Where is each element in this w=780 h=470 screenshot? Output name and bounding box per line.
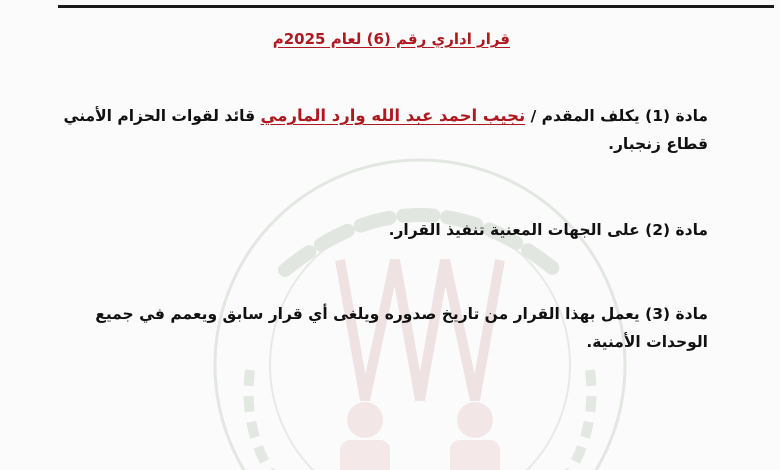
header-rule — [58, 5, 774, 8]
article-3: مادة (3) يعمل بهذا القرار من تاريخ صدوره ويلغى أي قرار سابق ويعمم في جميع الوحدات الأمنية. — [95, 305, 708, 351]
article-1-suffix: قائد لقوات الحزام الأمني قطاع زنجبار. — [63, 107, 708, 153]
article-1-prefix: مادة (1) يكلف المقدم / — [530, 107, 708, 125]
decision-title: قرار اداري رقم (6) لعام 2025م — [272, 30, 510, 48]
article-1 — [58, 102, 708, 158]
article-2: مادة (2) على الجهات المعنية تنفيذ القرار. — [388, 221, 708, 239]
appointee-name: نجيب احمد عبد الله وارد المارمي — [260, 106, 526, 125]
